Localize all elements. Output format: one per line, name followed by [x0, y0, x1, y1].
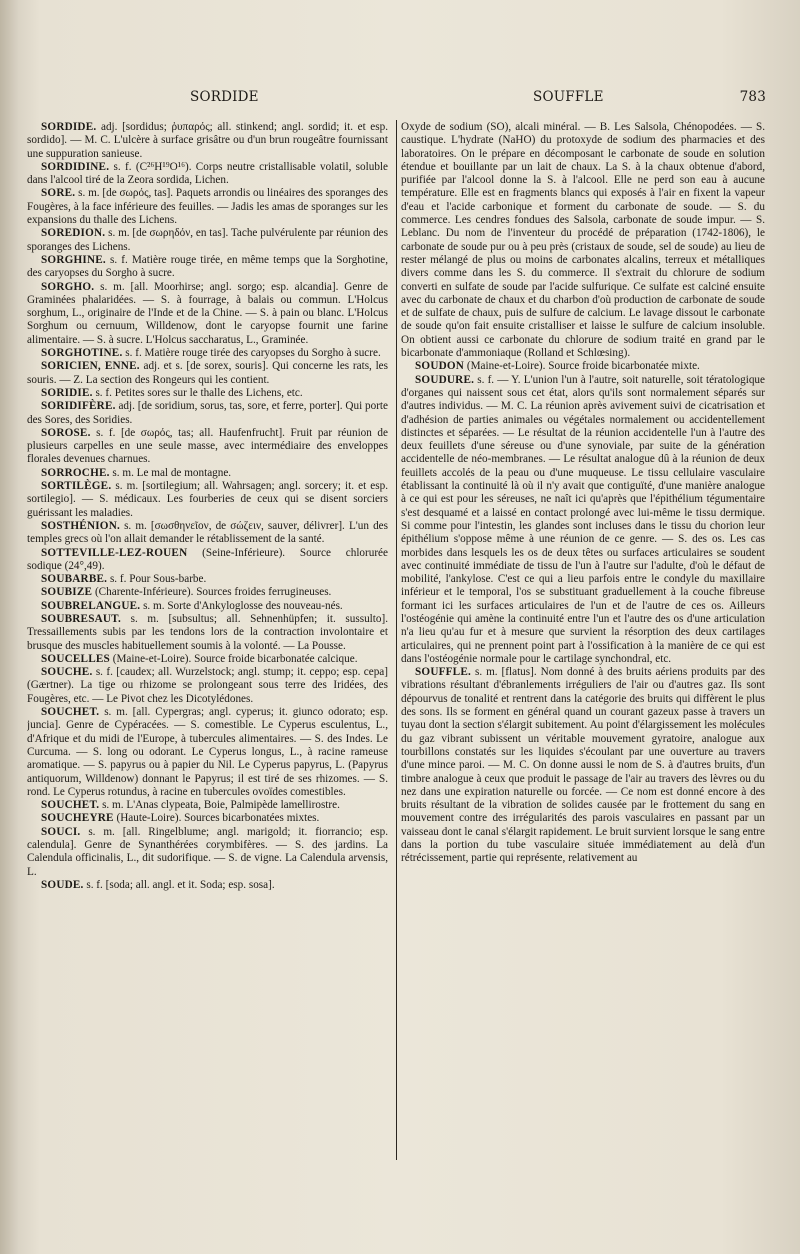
- dictionary-entry: [27, 520, 388, 547]
- entry-definition: s. f. [soda; all. angl. et it. Soda; esp. sosa].: [86, 878, 275, 891]
- dictionary-entry: [27, 227, 388, 254]
- entry-headword: SOSTHÉNION.: [41, 519, 120, 532]
- dictionary-entry: [27, 480, 388, 520]
- dictionary-entry: [27, 187, 388, 227]
- entry-headword: SORGHO.: [41, 280, 95, 293]
- entry-headword: SORIDIFÈRE.: [41, 400, 116, 413]
- dictionary-entry: [27, 600, 388, 613]
- page-number: 783: [739, 89, 766, 105]
- entry-headword: SOUCI.: [41, 825, 81, 838]
- header-left-word: SORDIDE: [190, 89, 259, 105]
- entry-definition: s. f. (C²⁶H¹⁹O¹⁶). Corps neutre cristallisable volatil, soluble dans l'alcool tiré de la Zeora sordida, Lichen.: [27, 160, 388, 187]
- dictionary-entry: [27, 547, 388, 574]
- dictionary-entry: [401, 374, 765, 667]
- entry-definition: (Charente-Inférieure). Sources froides ferrugineuses.: [94, 586, 332, 599]
- dictionary-entry: [27, 653, 388, 666]
- entry-definition: s. m. L'Anas clypeata, Boie, Palmipède lamellirostre.: [102, 799, 340, 812]
- entry-definition: s. f. Pour Sous-barbe.: [109, 573, 207, 586]
- entry-definition: adj. et s. [de sorex, souris]. Qui concerne les rats, les souris. — Z. La section des Rongeurs qui les contient.: [27, 360, 388, 386]
- entry-definition: s. f. Matière rouge tirée des caryopses du Sorgho à sucre.: [125, 347, 381, 360]
- entry-definition: (Maine-et-Loire). Source froide bicarbonatée calcique.: [112, 652, 358, 665]
- entry-definition: s. m. Sorte d'Ankyloglosse des nouveau-nés.: [143, 599, 343, 612]
- entry-headword: SOROSE.: [41, 426, 91, 439]
- entry-headword: SORTILÈGE.: [41, 480, 112, 493]
- entry-headword: SOTTEVILLE-LEZ-ROUEN: [41, 546, 188, 559]
- dictionary-entry: [27, 586, 388, 599]
- entry-headword: SOUCHET.: [41, 799, 100, 812]
- entry-definition: Oxyde de sodium (SO), alcali minéral. — B. Les Salsola, Chénopodées. — S. caustique. L'hydrate (NaHO) du protoxyde de sodium des pharmacies et des laboratoires. On le prépare en décomposant le carbonate de soude en solution étendue et bouillante par un lait de chaux. La S. à la chaux obtenue d'abord, purifiée par l'alcool donne la S. à l'alcool. Elle ne perd son eau à aucune température. Elle est en fragments blancs qui exposés à l'air en fixent la vapeur d'eau et l'acide carbonique et forment du carbonate de soude. — S. du commerce. Les cendres fondues des Salsola, carbonate de soude impur. — S. Leblanc. Du nom de l'inventeur du procédé de préparation (1742-1806), le carbonate de soude pur ou à peu près (cristaux de soude, sel de soude) au lieu de rester mélangé de plus ou moins de carbonates alcalins, terreux et métalliques divers comme dans les S. du commerce. Il s'extrait du chlorure de sodium converti en sulfate de soude par l'acide sulfurique. Ce sulfate est calciné ensuite avec du carbonate de chaux et du charbon d'où production de carbonate de soude et de sulfate de chaux, puis de sulfure de calcium. Le lavage dissout le carbonate de soude qu'on fait ensuite cristalliser et laisse le sulfure de calcium insoluble. On obtient aussi ce carbonate du chlorure de sodium traité en grand par le bicarbonate d'ammoniaque (Rolland et Schlœsing).: [401, 121, 765, 360]
- entry-definition: s. f. [de σωρός, tas; all. Haufenfrucht]. Fruit par réunion de plusieurs carpelles en une seule masse, avec intermédiaire des enveloppes florales devenues charnues.: [27, 426, 388, 466]
- dictionary-entry: [27, 254, 388, 281]
- dictionary-entry: [27, 799, 388, 812]
- dictionary-entry: [401, 121, 765, 360]
- dictionary-entry: [27, 281, 388, 347]
- entry-headword: SOUFFLE.: [415, 666, 471, 679]
- dictionary-entry: [27, 812, 388, 825]
- entry-headword: SORDIDINE.: [41, 160, 110, 173]
- entry-definition: s. f. — Y. L'union l'un à l'autre, soit naturelle, soit tératologique d'organes qui naissent sous cet état, alors qu'ils sont normalement séparés sur d'autres individus. — M. C. La réunion après avivement suivi de cicatrisation et d'adhésion de parties animales ou végétales normalement ou accidentellement distinctes et séparées. — Le résultat de la réunion accidentelle l'un à l'autre des deux feuillets d'une séreuse ou d'une synoviale, par suite de la génération accidentelle de néo-membranes. — Le résultat analogue dû à la réunion de deux feuillets accolés de la peau ou d'une muqueuse. Le tissu cellulaire vasculaire établissant la continuité là où il n'y avait que contiguïté, d'une manière analogue à ce qui est pour les séreuses, ne naît ici qu'après que l'épithélium tégumentaire s'est desquamé et a laissé en contact prolongé avec lui-même le tissu dermique. Si comme pour l'intestin, les glandes sont incluses dans le tissu du chorion leur épithélium s'oppose même à une réunion de ce genre. — S. des os. Les cas morbides dans lesquels les os de deux têtes ou surfaces articulaires se soudent avec continuité immédiate de tissu de l'un à l'autre sur l'adulte, d'où le défaut de mobilité, l'ankylose. C'est ce qui a lieu parfois entre le condyle du maxillaire inférieur et le temporal, l'os se substituant graduellement à la couche fibreuse formant ici les surfaces articulaires de l'un et de l'autre de ces os. Ailleurs l'ostéogénie qui amène la continuité entre l'un et l'autre des os d'une articulation n'a lieu qu'au fur et à mesure que survient la résorption des deux cartilages articulaires, qui ne prennent point part à l'ossification à la manière de ce qui est dans l'ostéogénie normale pour le cartilage synchondral, etc.: [401, 373, 765, 665]
- entry-definition: s. m. [all. Ringelblume; angl. marigold; it. fiorrancio; esp. calendula]. Genre de Synanthérées corymbifères. — S. des jardins. La Calendula officinalis, L., dit sudorifique. — S. de vigne. La Calendula arvensis, L.: [27, 825, 388, 878]
- entry-headword: SOUBRESAUT.: [41, 612, 122, 625]
- entry-definition: s. m. [subsultus; all. Sehnenhüpfen; it. sussulto]. Tressaillements subis par les tendons lors de la contraction involontaire et brusque des muscles habituellement soumis à la volonté. — La Pousse.: [27, 612, 388, 652]
- entry-definition: s. m. [de σωρηδόν, en tas]. Tache pulvérulente par réunion des sporanges des Lichens.: [27, 227, 388, 253]
- entry-definition: adj. [de soridium, sorus, tas, sore, et ferre, porter]. Qui porte des Sores, des Soridies.: [27, 400, 388, 426]
- entry-definition: s. f. Matière rouge tirée, en même temps que la Sorghotine, des caryopses du Sorgho à sucre.: [27, 253, 388, 280]
- page-edge-shadow: [0, 0, 18, 1254]
- entry-definition: s. m. [all. Cypergras; angl. cyperus; it. giunco odorato; esp. juncia]. Genre de Cypéracées. — S. comestible. Le Cyperus esculentus, L., d'Afrique et du midi de l'Europe, à tubercules alimentaires. — S. des Indes. Le Curcuma. — S. long ou odorant. Le Cyperus longus, L., à racine rameuse aromatique. — S. papyrus ou à papier du Nil. Le Cyperus papyrus, L. (Papyrus antiquorum, Willdenow) donnant le Papyrus; il est tiré de ses rhizomes. — S. rond. Le Cyperus rotundus, à racine en tubercules ovoïdes comestibles.: [27, 706, 388, 798]
- dictionary-entry: [27, 387, 388, 400]
- header-right-word: SOUFFLE: [533, 89, 604, 105]
- entry-headword: SOUCHET.: [41, 706, 100, 719]
- entry-definition: s. m. [flatus]. Nom donné à des bruits aériens produits par des vibrations résultant d'ébranlements irréguliers de l'air ou d'autres gaz. Ils sont dépourvus de tonalité et rentrent dans la catégorie des bruits qui diffèrent le plus des sons. Ils se forment en général quand un courant gazeux passe à travers un tuyau dont la section s'élargit subitement. Au point d'élargissement les molécules du gaz vibrant subissent un véritable mouvement gyratoire, analogue aux tourbillons constatés sur les liquides s'écoulant par une ouverture au travers d'une mince paroi. — M. C. On donne aussi le nom de S. à d'autres bruits, d'un timbre analogue à ceux que produit le passage de l'air au travers des lèvres ou du nez dans une expiration naturelle ou forcée. — Ce nom est donné encore à des bruits résultant de la vibration de solides causée par le frottement du sang en mouvement contre des irrégularités des parois vasculaires en passant par un vaisseau dont le canal s'élargit rapidement. Le bruit survient lorsque le sang entre dans la portion du tube vasculaire située immédiatement au delà d'un rétrécissement, partie qui représente, relativement au: [401, 666, 765, 865]
- dictionary-entry: [27, 427, 388, 467]
- entry-definition: s. f. Petites sores sur le thalle des Lichens, etc.: [95, 386, 303, 399]
- entry-definition: (Haute-Loire). Sources bicarbonatées mixtes.: [116, 812, 320, 825]
- right-column: [401, 121, 765, 1166]
- entry-headword: SOUDON: [415, 360, 465, 373]
- entry-definition: (Maine-et-Loire). Source froide bicarbonatée mixte.: [466, 360, 700, 373]
- dictionary-entry: [401, 360, 765, 373]
- dictionary-entry: [27, 613, 388, 653]
- dictionary-entry: [27, 706, 388, 799]
- entry-headword: SORROCHE.: [41, 466, 110, 479]
- entry-headword: SOUCHEYRE: [41, 812, 114, 825]
- running-header: [0, 89, 800, 109]
- entry-headword: SOUDE.: [41, 878, 84, 891]
- entry-headword: SOUBARBE.: [41, 573, 108, 586]
- left-column: [27, 121, 388, 1166]
- dictionary-entry: [27, 879, 388, 892]
- dictionary-entry: [27, 400, 388, 427]
- entry-headword: SOUCHE.: [41, 666, 93, 679]
- entry-definition: s. m. [σωσθηνεῖον, de σώζειν, sauver, délivrer]. L'un des temples grecs où l'on allait demander le rétablissement de la santé.: [27, 519, 388, 546]
- dictionary-entry: [27, 347, 388, 360]
- entry-headword: SORGHOTINE.: [41, 347, 123, 360]
- dictionary-entry: [27, 573, 388, 586]
- entry-definition: s. m. [sortilegium; all. Wahrsagen; angl. sorcery; it. et esp. sortilegio]. — S. médicaux. Les fourberies de ceux qui se disent sorciers guérissant les maladies.: [27, 480, 388, 519]
- entry-definition: adj. [sordidus; ῥυπαρός; all. stinkend; angl. sordid; it. et esp. sordido]. — M. C. L'ulcère à surface grisâtre ou d'un brun rougeâtre fournissant une suppuration sanieuse.: [27, 121, 388, 160]
- dictionary-entry: [27, 360, 388, 387]
- entry-definition: s. f. [caudex; all. Wurzelstock; angl. stump; it. ceppo; esp. cepa] (Gærtner). La tige ou rhizome se prolongeant sous terre des Iridées, des Fougères, etc. — Le Pivot chez les Dicotylédones.: [27, 666, 388, 705]
- entry-headword: SORE.: [41, 187, 76, 200]
- dictionary-entry: [401, 666, 765, 865]
- entry-headword: SOREDION.: [41, 227, 106, 240]
- entry-headword: SORIDIE.: [41, 386, 93, 399]
- dictionary-entry: [27, 666, 388, 706]
- entry-definition: s. m. [de σωρός, tas]. Paquets arrondis ou linéaires des sporanges des Fougères, à la face inférieure des feuilles. — Jadis les amas de sporanges sur les expansions du thalle des Lichens.: [27, 187, 388, 227]
- entry-definition: s. m. Le mal de montagne.: [112, 466, 232, 479]
- entry-definition: (Seine-Inférieure). Source chlorurée sodique (24°,49).: [27, 546, 388, 572]
- column-divider: [396, 120, 397, 1160]
- dictionary-entry: [27, 467, 388, 480]
- entry-headword: SOUCELLES: [41, 652, 110, 665]
- entry-headword: SOUBRELANGUE.: [41, 599, 141, 612]
- entry-definition: s. m. [all. Moorhirse; angl. sorgo; esp. alcandia]. Genre de Graminées phalaridées. — S. à fourrage, à balais ou commun. L'Holcus sorghum, L., originaire de l'Inde et de la Chine. — S. à pain ou blanc. L'Holcus Sorghum ou cernuum, Willdenow, dont le caryopse fournit une farine alimentaire. — S. à sucre. L'Holcus saccharatus, L., Graminée.: [27, 280, 388, 346]
- dictionary-entry: [27, 121, 388, 161]
- dictionary-entry: [27, 826, 388, 879]
- entry-headword: SORDIDE.: [41, 121, 97, 133]
- entry-headword: SOUBIZE: [41, 586, 93, 599]
- dictionary-entry: [27, 161, 388, 188]
- entry-headword: SORGHINE.: [41, 253, 106, 266]
- entry-headword: SORICIEN, ENNE.: [41, 360, 140, 373]
- entry-headword: SOUDURE.: [415, 373, 475, 386]
